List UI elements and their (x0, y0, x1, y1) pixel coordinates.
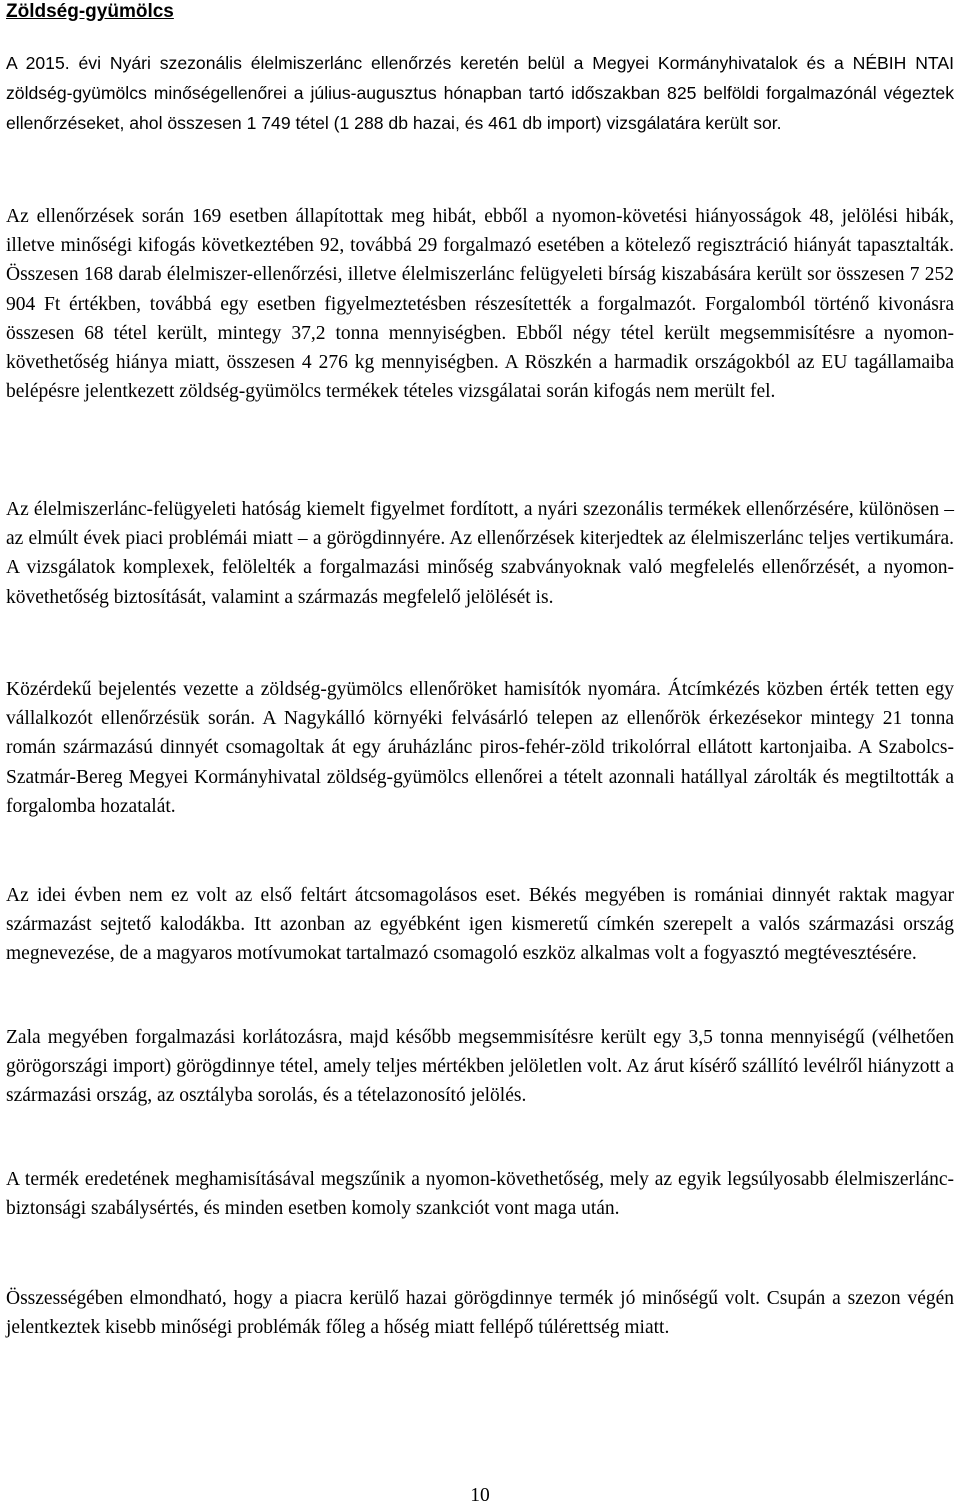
paragraph-zala-case: Zala megyében forgalmazási korlátozásra, majd később megsemmisítésre került egy 3,5 tonna mennyiségű (vélhetően görögországi import) görögdinnye tétel, amely teljes mértékben jelöletlen volt. Az árut kísérő szállító levélről hiányzott a származási ország, az osztályba sorolás, és a tételazonosító jelölés. (6, 1027, 954, 1107)
paragraph-authority-focus: Az élelmiszerlánc-felügyeleti hatóság kiemelt figyelmet fordított, a nyári szezonális termékek ellenőrzésére, különösen – az elmúlt évek piaci problémái miatt – a görögdinnyére. Az ellenőrzések kiterjedtek az élelmiszerlánc teljes vertikumára. A vizsgálatok komplexek, felölelték a forgalmazási minőség szabványoknak való megfelelés ellenőrzését, a nyomon-követhetőség biztosítását, valamint a származás megfelelő jelölését is. (6, 499, 954, 608)
paragraph-intro: A 2015. évi Nyári szezonális élelmiszerlánc ellenőrzés keretén belül a Megyei Kormányhivatalok és a NÉBIH NTAI zöldség-gyümölcs minőségellenőrei a július-augusztus hónapban tartó időszakban 825 belföldi forgalmazónál végeztek ellenőrzéseket, ahol összesen 1 749 tétel (1 288 db hazai, és 461 db import) vizsgálatára került sor. (6, 53, 954, 133)
paragraph-counterfeit-case: Közérdekű bejelentés vezette a zöldség-gyümölcs ellenőröket hamisítók nyomára. Átcímkézés közben érték tetten egy vállalkozót ellenőrzésük során. A Nagykálló környéki felvásárló telepen az ellenőrök érkezésekor mintegy 21 tonna román származású dinnyét csomagoltak át egy áruházlánc piros-fehér-zöld trikolórral ellátott kartonjaiba. A Szabolcs-Szatmár-Bereg Megyei Kormányhivatal zöldség-gyümölcs ellenőrei a tételt azonnali hatállyal zárolták és megtiltották a forgalomba hozatalát. (6, 679, 954, 817)
paragraph-inspection-results: Az ellenőrzések során 169 esetben állapítottak meg hibát, ebből a nyomon-követési hiányosságok 48, jelölési hibák, illetve minőségi kifogás következtében 92, továbbá 29 forgalmazó esetében a kötelező regisztráció hiányát tapasztalták. Összesen 168 darab élelmiszer-ellenőrzési, illetve élelmiszerlánc felügyeleti bírság kiszabására került sor összesen 7 252 904 Ft értékben, továbbá egy esetben figyelmeztetésben részesítették a forgalmazót. Forgalomból történő kivonásra összesen 68 tétel került, mintegy 37,2 tonna mennyiségben. Ebből négy tétel került megsemmisítésre a nyomon-követhetőség hiánya miatt, összesen 4 276 kg mennyiségben. A Röszkén a harmadik országokból az EU tagállamaiba belépésre jelentkezett zöldség-gyümölcs termékek tételes vizsgálatai során kifogás nem merült fel. (6, 206, 954, 403)
section-heading: Zöldség-gyümölcs (6, 1, 174, 22)
paragraph-traceability: A termék eredetének meghamisításával megszűnik a nyomon-követhetőség, mely az egyik legsúlyosabb élelmiszerlánc-biztonsági szabálysértés, és minden esetben komoly szankciót vont maga után. (6, 1169, 954, 1220)
paragraph-repackaging-case: Az idei évben nem ez volt az első feltárt átcsomagolásos eset. Békés megyében is romániai dinnyét raktak magyar származást sejtető kalodákba. Itt azonban az egyébként igen kismeretű címkén szerepelt a valós származási ország megnevezése, de a magyaros motívumokat tartalmazó csomagoló eszköz alkalmas volt a fogyasztó megtévesztésére. (6, 885, 954, 965)
document-page (6, 0, 954, 1509)
paragraph-summary: Összességében elmondható, hogy a piacra kerülő hazai görögdinnye termék jó minőségű volt. Csupán a szezon végén jelentkeztek kisebb minőségi problémák főleg a hőség miatt fellépő túlérettség miatt. (6, 1288, 954, 1339)
page-number: 10 (470, 1485, 490, 1506)
